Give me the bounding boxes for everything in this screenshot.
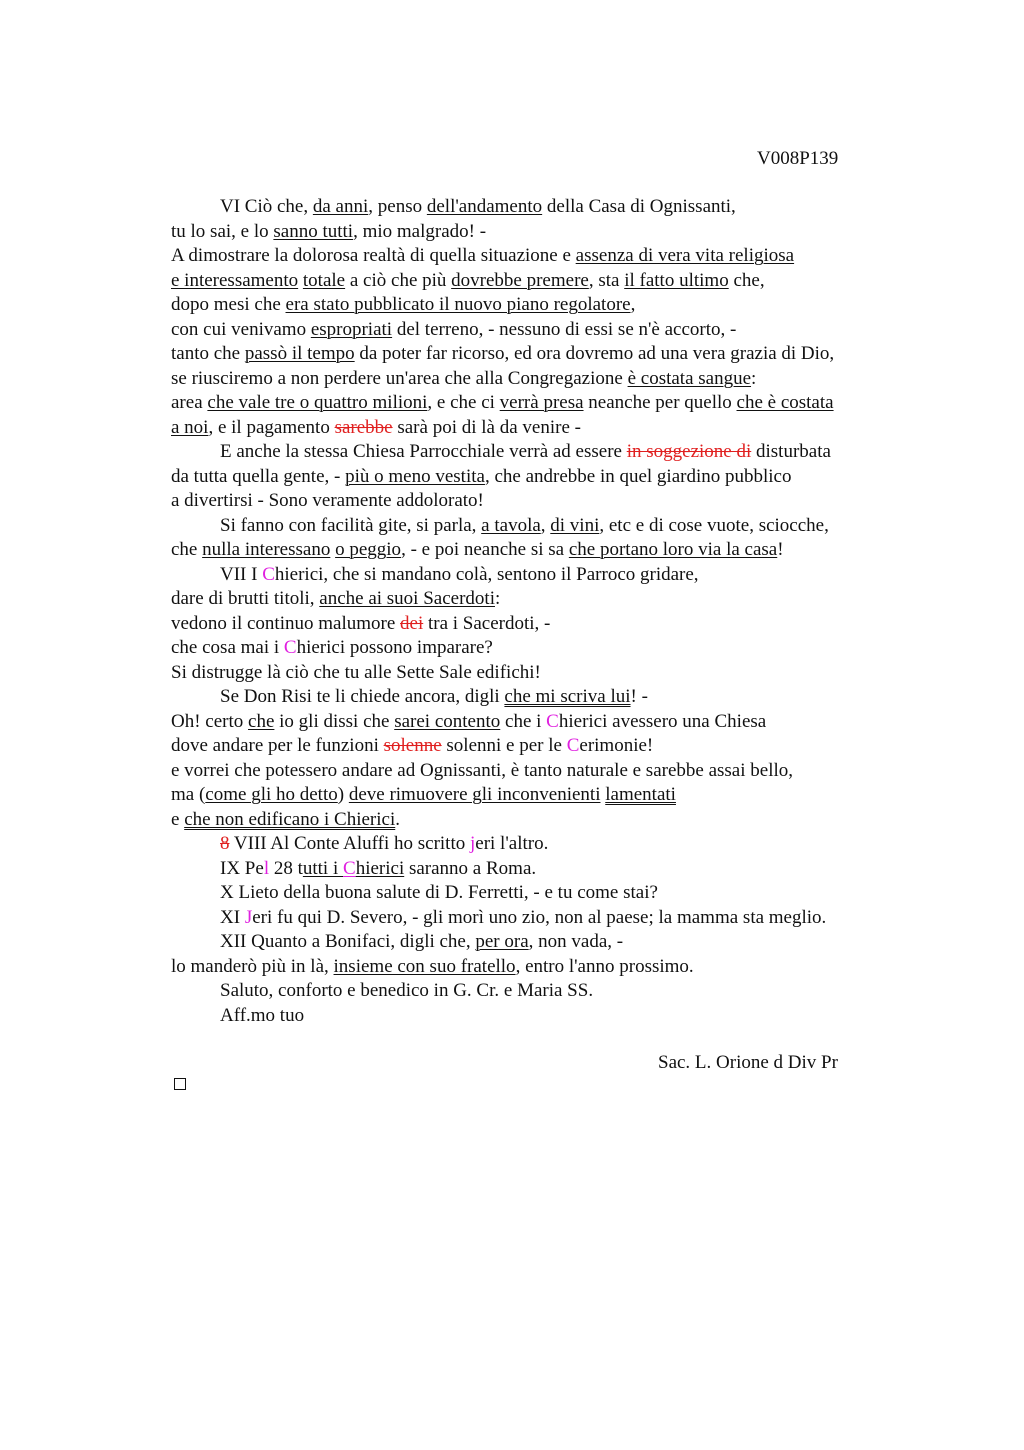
text-run: con cui venivamo: [171, 318, 311, 340]
inserted-letter: C: [343, 857, 356, 879]
inserted-letter: C: [283, 637, 297, 658]
text-line: [171, 612, 911, 637]
underlined-phrase: a tavola: [481, 514, 541, 536]
text-line: [171, 244, 911, 269]
inserted-letter: l: [263, 857, 270, 879]
underlined-phrase: è costata sangue: [627, 367, 752, 389]
text-run: , sta: [588, 269, 625, 291]
underlined-phrase: deve rimuovere gli inconvenienti: [348, 784, 601, 805]
text-line: [171, 489, 911, 514]
text-run: , entro l'anno prossimo.: [515, 955, 694, 977]
text-run: a divertirsi - Sono veramente addolorato!: [171, 490, 484, 511]
text-run: disturbata: [751, 441, 831, 462]
text-run: 28 t: [269, 857, 303, 879]
text-run: che i: [500, 710, 547, 732]
text-run: XI: [220, 906, 245, 928]
double-underlined-phrase: lamentati: [605, 784, 676, 805]
text-run: vedono il continuo malumore: [171, 612, 401, 634]
underlined-phrase: per ora: [475, 931, 529, 952]
underlined-phrase: che: [248, 710, 275, 732]
underlined-phrase: insieme con suo fratello: [333, 955, 516, 977]
text-run: che,: [728, 269, 765, 291]
text-run: , - e poi neanche si sa: [401, 539, 569, 560]
text-run: che: [171, 539, 203, 560]
text-run: Si fanno con facilità gite, si parla,: [220, 514, 482, 536]
underlined-phrase: anche ai suoi Sacerdoti: [319, 588, 495, 609]
text-run: solenni e per le: [441, 735, 567, 756]
deleted-word: 8: [220, 833, 230, 854]
text-run: a ciò che più: [345, 269, 452, 291]
underlined-phrase: dell'andamento: [426, 196, 543, 217]
text-run: tra i Sacerdoti, -: [423, 612, 551, 634]
text-run: dare di brutti titoli,: [171, 588, 320, 609]
text-run: tanto che: [171, 343, 245, 364]
text-run: se riusciremo a non perdere un'area che alla Congregazione: [171, 367, 628, 389]
text-line: [171, 269, 911, 294]
text-run: Saluto, conforto e benedico in G. Cr. e Maria SS.: [220, 980, 594, 1001]
text-run: , e il pagamento: [208, 416, 335, 438]
text-line: [171, 514, 911, 539]
text-run: area: [171, 392, 208, 413]
text-run: , che andrebbe in quel giardino pubblico: [484, 465, 792, 487]
double-underlined-phrase: che non edificano i Chierici: [184, 808, 396, 830]
underlined-phrase: da anni: [312, 196, 369, 217]
deleted-word: sarebbe: [334, 416, 393, 438]
text-line: [171, 906, 911, 931]
text-line: [171, 465, 911, 490]
text-run: ! -: [630, 686, 648, 707]
text-run: ,: [630, 294, 636, 315]
text-line: [171, 734, 911, 759]
underlined-phrase: sarei contento: [394, 710, 501, 732]
signature: Sac. L. Orione d Div Pr: [658, 1052, 838, 1073]
text-line: [171, 587, 911, 612]
text-line: [171, 318, 911, 343]
text-run: X Lieto della buona salute di D. Ferretti, - e tu come stai?: [220, 882, 658, 903]
text-line: [171, 979, 911, 1004]
text-run: erimonie!: [579, 735, 654, 756]
text-run: saranno a Roma.: [404, 857, 537, 879]
underlined-phrase: che è costata: [736, 392, 834, 413]
text-run: :: [751, 367, 757, 389]
text-run: del terreno, - nessuno di essi se n'è accorto, -: [392, 318, 737, 340]
text-line: [171, 293, 911, 318]
underlined-phrase: o peggio: [335, 539, 402, 560]
underlined-phrase: più o meno vestita: [345, 465, 485, 487]
text-line: [171, 342, 911, 367]
text-run: hierici, che si mandano colà, sentono il Parroco gridare,: [274, 563, 699, 585]
underlined-phrase: come gli ho detto: [205, 784, 338, 805]
text-line: [171, 759, 911, 784]
text-run: neanche per quello: [583, 392, 737, 413]
underlined-phrase: totale: [302, 269, 346, 291]
underlined-phrase: nulla interessano: [202, 539, 331, 560]
double-underlined-phrase: che mi scriva lui: [504, 686, 631, 707]
text-run: A dimostrare la dolorosa realtà di quella situazione e: [171, 245, 576, 266]
text-run: ma (: [171, 784, 206, 805]
text-line: [171, 710, 911, 735]
text-line: [171, 220, 911, 245]
text-run: VII I: [220, 563, 263, 585]
text-run: hierici avessero una Chiesa: [558, 710, 767, 732]
text-run: :: [494, 588, 501, 609]
deleted-word: solenne: [383, 735, 442, 756]
text-run: Aff.mo tuo: [220, 1004, 305, 1026]
text-run: e vorrei che potessero andare ad Ognissanti, è tanto naturale e sarebbe assai bello,: [171, 759, 793, 781]
deleted-word: in soggezione di: [626, 441, 752, 462]
text-line: [171, 808, 911, 833]
text-run: , penso: [368, 196, 427, 217]
text-run: VIII Al Conte Aluffi ho scritto: [229, 833, 470, 854]
text-line: [171, 416, 911, 441]
underlined-phrase: che vale tre o quattro milioni: [207, 392, 428, 413]
text-line: [171, 636, 911, 661]
text-run: sarà poi di là da venire -: [392, 416, 581, 438]
inserted-letter: C: [566, 735, 580, 756]
text-run: tu lo sai, e lo: [171, 220, 274, 242]
text-run: VI Ciò che,: [220, 196, 313, 217]
underlined-phrase: espropriati: [310, 318, 393, 340]
text-run: ): [337, 784, 349, 805]
text-line: [171, 1004, 911, 1029]
underlined-phrase: utti i: [302, 857, 343, 879]
underlined-phrase: e interessamento: [171, 269, 299, 291]
text-run: dove andare per le funzioni: [171, 735, 384, 756]
text-line: [171, 538, 911, 563]
underlined-phrase: assenza di vera vita religiosa: [575, 245, 795, 266]
text-line: [171, 783, 911, 808]
text-line: [171, 857, 911, 882]
underlined-phrase: a noi: [171, 416, 209, 438]
text-run: , mio malgrado! -: [353, 220, 487, 242]
underlined-phrase: sanno tutti: [273, 220, 354, 242]
text-run: della Casa di Ognissanti,: [542, 196, 736, 217]
underlined-phrase: era stato pubblicato il nuovo piano regolatore: [285, 294, 631, 315]
text-line: [171, 563, 911, 588]
text-line: [171, 955, 911, 980]
text-run: da tutta quella gente, -: [171, 465, 346, 487]
text-line: [171, 661, 911, 686]
text-run: che cosa mai i: [171, 637, 284, 658]
text-run: E anche la stessa Chiesa Parrocchiale verrà ad essere: [220, 441, 627, 462]
text-run: , non vada, -: [528, 931, 624, 952]
text-run: !: [777, 539, 784, 560]
text-run: Se Don Risi te li chiede ancora, digli: [220, 686, 505, 707]
text-line: [171, 367, 911, 392]
text-line: [171, 391, 911, 416]
text-line: [171, 440, 911, 465]
text-run: ,: [540, 514, 551, 536]
text-run: , etc e di cose vuote, sciocche,: [599, 514, 829, 536]
text-run: , e che ci: [427, 392, 500, 413]
underlined-phrase: verrà presa: [499, 392, 584, 413]
underlined-phrase: di vini: [550, 514, 600, 536]
underlined-phrase: che portano loro via la casa: [568, 539, 778, 560]
text-line: [171, 930, 911, 955]
underlined-phrase: hierici: [355, 857, 405, 879]
empty-square-icon: [174, 1078, 186, 1090]
text-run: Oh! certo: [171, 710, 249, 732]
text-line: [171, 685, 911, 710]
inserted-letter: j: [469, 833, 476, 854]
page-id: V008P139: [757, 148, 839, 169]
text-run: eri fu qui D. Severo, - gli morì uno zio, non al paese; la mamma sta meglio.: [252, 906, 827, 928]
underlined-phrase: passò il tempo: [244, 343, 355, 364]
text-run: Si distrugge là ciò che tu alle Sette Sale edifichi!: [171, 661, 541, 683]
text-run: .: [395, 808, 400, 830]
text-line: [171, 195, 911, 220]
text-run: e: [171, 808, 185, 830]
text-run: hierici possono imparare?: [296, 637, 493, 658]
text-line: [171, 832, 911, 857]
text-line: [171, 881, 911, 906]
text-run: eri l'altro.: [475, 833, 549, 854]
letter-body: [171, 195, 911, 1028]
text-run: XII Quanto a Bonifaci, digli che,: [220, 931, 476, 952]
text-run: da poter far ricorso, ed ora dovremo ad una vera grazia di Dio,: [354, 343, 835, 364]
text-run: io gli dissi che: [274, 710, 395, 732]
inserted-letter: J: [244, 906, 253, 928]
deleted-word: dei: [400, 612, 424, 634]
underlined-phrase: il fatto ultimo: [624, 269, 729, 291]
text-run: dopo mesi che: [171, 294, 286, 315]
text-run: IX Pe: [220, 857, 264, 879]
text-run: lo manderò più in là,: [171, 955, 334, 977]
underlined-phrase: dovrebbe premere: [451, 269, 589, 291]
inserted-letter: C: [546, 710, 559, 732]
inserted-letter: C: [262, 563, 275, 585]
